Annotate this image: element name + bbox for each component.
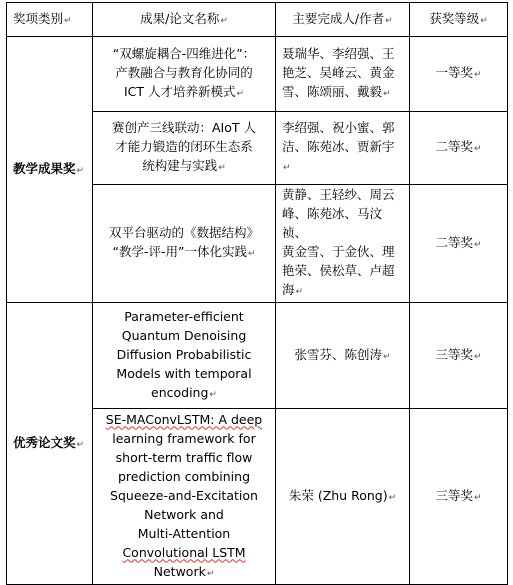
header-row: [7, 3, 508, 37]
header-category: 奖项类别↵: [7, 3, 93, 37]
awards-table: [6, 2, 508, 585]
award-authors: 聂瑞华、李绍强、王 艳芝、吴峰云、黄金 雪、陈颂丽、戴毅↵: [276, 37, 410, 112]
category-cell-paper: 优秀论文奖↵: [7, 303, 93, 585]
award-level: 三等奖↵: [410, 303, 508, 409]
award-title: Parameter-efficient Quantum Denoising Diffusion Probabilistic Models with temporal encoding↵: [93, 303, 276, 409]
award-authors: 黄静、王轻纱、周云 峰、陈苑冰、马汶祯、 黄金雪、于金伙、理 艳荣、侯松草、卢超 海↵: [276, 185, 410, 303]
award-title: “双螺旋耦合-四维进化”： 产教融合与教育化协同的 ICT 人才培养新模式↵: [93, 37, 276, 112]
table-row: [7, 37, 508, 112]
award-level: 三等奖↵: [410, 409, 508, 585]
award-title: 赛创产三线联动：AIoT 人 才能力锻造的闭环生态系 统构建与实践↵: [93, 112, 276, 185]
header-title: 成果/论文名称↵: [93, 3, 276, 37]
award-authors: 李绍强、祝小蜜、郭 洁、陈苑冰、贾新宇↵: [276, 112, 410, 185]
category-cell-teaching: 教学成果奖↵: [7, 37, 93, 303]
header-authors: 主要完成人/作者↵: [276, 3, 410, 37]
award-level: 一等奖↵: [410, 37, 508, 112]
award-title: SE-MAConvLSTM: A deep learning framework for short-term traffic flow prediction combining Squeeze-and-Excitation Network and Multi-Attention Convolutional LSTM Network↵: [93, 409, 276, 585]
award-level: 二等奖↵: [410, 185, 508, 303]
award-authors: 张雪芬、陈创涛↵: [276, 303, 410, 409]
award-title: 双平台驱动的《数据结构》 “教学-评-用”一体化实践↵: [93, 185, 276, 303]
award-authors: 朱荣 (Zhu Rong)↵: [276, 409, 410, 585]
award-level: 二等奖↵: [410, 112, 508, 185]
header-level: 获奖等级↵: [410, 3, 508, 37]
table-row: [7, 303, 508, 409]
